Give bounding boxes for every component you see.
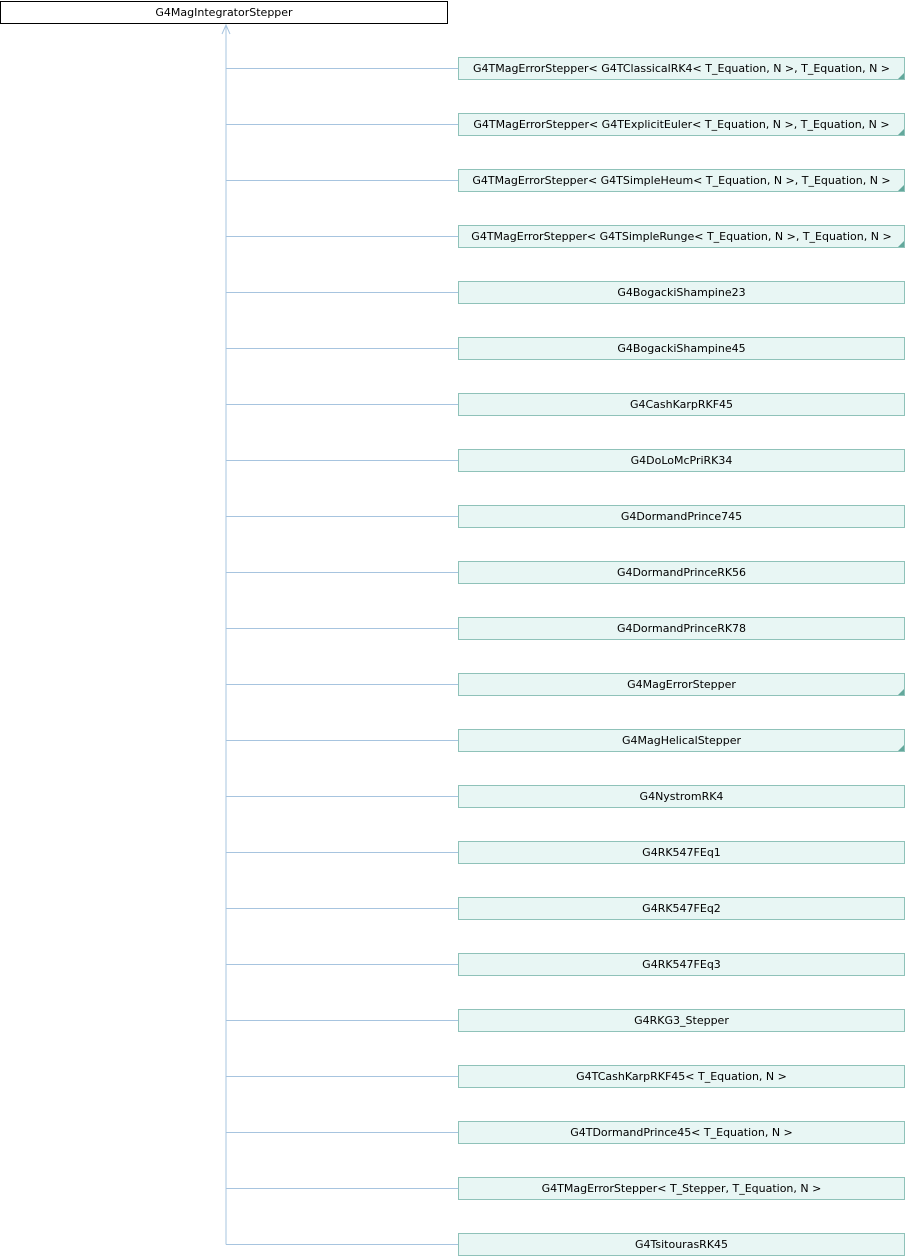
derived-class-node[interactable]: G4TMagErrorStepper< T_Stepper, T_Equation, N > xyxy=(458,1177,905,1200)
derived-class-node[interactable]: G4BogackiShampine45 xyxy=(458,337,905,360)
derived-class-node[interactable]: G4DormandPrinceRK78 xyxy=(458,617,905,640)
derived-class-node[interactable]: G4NystromRK4 xyxy=(458,785,905,808)
derived-class-node[interactable]: G4MagHelicalStepper xyxy=(458,729,905,752)
derived-class-node[interactable]: G4RK547FEq2 xyxy=(458,897,905,920)
derived-class-node[interactable]: G4RK547FEq3 xyxy=(458,953,905,976)
derived-class-node[interactable]: G4MagErrorStepper xyxy=(458,673,905,696)
derived-class-node[interactable]: G4RKG3_Stepper xyxy=(458,1009,905,1032)
derived-class-node[interactable]: G4TCashKarpRKF45< T_Equation, N > xyxy=(458,1065,905,1088)
derived-class-node[interactable]: G4TMagErrorStepper< G4TExplicitEuler< T_Equation, N >, T_Equation, N > xyxy=(458,113,905,136)
derived-class-node[interactable]: G4TMagErrorStepper< G4TClassicalRK4< T_Equation, N >, T_Equation, N > xyxy=(458,57,905,80)
derived-class-node[interactable]: G4DormandPrinceRK56 xyxy=(458,561,905,584)
derived-class-node[interactable]: G4TMagErrorStepper< G4TSimpleRunge< T_Equation, N >, T_Equation, N > xyxy=(458,225,905,248)
derived-class-node[interactable]: G4TDormandPrince45< T_Equation, N > xyxy=(458,1121,905,1144)
derived-class-node[interactable]: G4CashKarpRKF45 xyxy=(458,393,905,416)
derived-class-node[interactable]: G4TMagErrorStepper< G4TSimpleHeum< T_Equation, N >, T_Equation, N > xyxy=(458,169,905,192)
derived-class-node[interactable]: G4TsitourasRK45 xyxy=(458,1233,905,1256)
derived-class-node[interactable]: G4DoLoMcPriRK34 xyxy=(458,449,905,472)
base-class-node[interactable]: G4MagIntegratorStepper xyxy=(0,1,448,24)
derived-class-node[interactable]: G4RK547FEq1 xyxy=(458,841,905,864)
derived-class-node[interactable]: G4DormandPrince745 xyxy=(458,505,905,528)
derived-class-node[interactable]: G4BogackiShampine23 xyxy=(458,281,905,304)
